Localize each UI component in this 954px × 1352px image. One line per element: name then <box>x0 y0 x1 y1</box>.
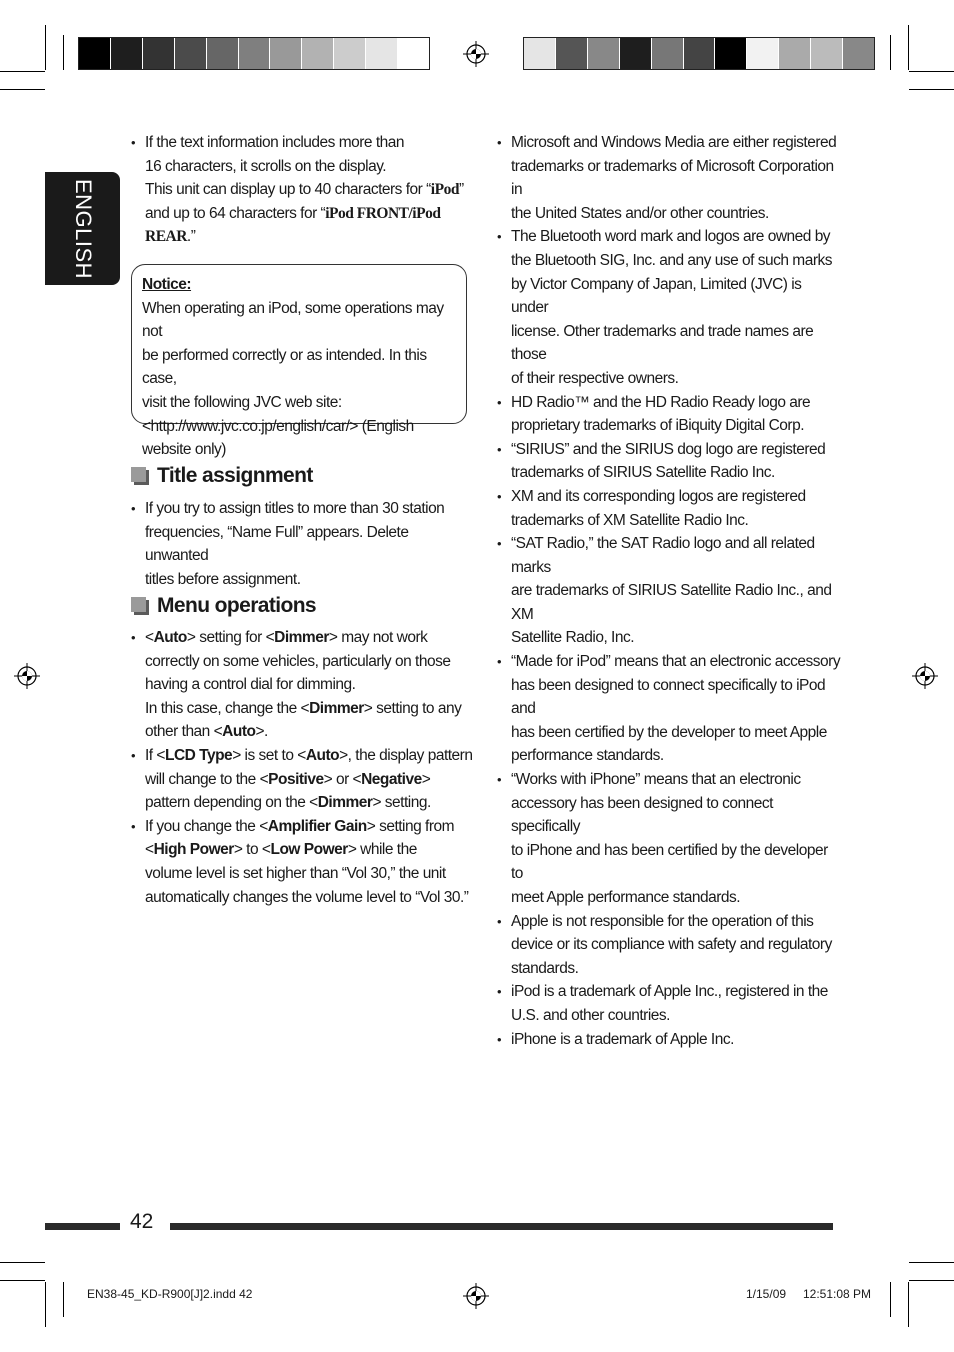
color-swatch <box>143 38 175 69</box>
color-swatch <box>620 38 652 69</box>
list-item: • XM and its corresponding logos are registered trademarks of XM Satellite Radio Inc. <box>497 485 842 532</box>
crop-mark <box>0 1262 45 1263</box>
crop-mark <box>890 35 891 70</box>
color-swatch <box>747 38 779 69</box>
color-swatch <box>239 38 271 69</box>
color-swatch <box>715 38 747 69</box>
crop-mark <box>908 25 909 70</box>
color-swatch <box>111 38 143 69</box>
color-swatch <box>843 38 874 69</box>
crop-mark <box>909 1262 954 1263</box>
list-item: • “Works with iPhone” means that an electronic accessory has been designed to connect specifically to iPhone and has been certified by the developer to meet Apple performance standards. <box>497 768 842 910</box>
color-swatch <box>556 38 588 69</box>
page-number: 42 <box>130 1210 154 1233</box>
footer-time: 12:51:08 PM <box>803 1287 872 1301</box>
title-assignment-list <box>131 497 471 591</box>
color-swatch <box>779 38 811 69</box>
list-item: • “SAT Radio,” the SAT Radio logo and all related marks are trademarks of SIRIUS Satellite Radio Inc., and XM Satellite Radio, Inc. <box>497 532 842 650</box>
crop-mark <box>908 1282 909 1327</box>
crop-mark <box>45 25 46 70</box>
section-square-icon <box>131 597 149 615</box>
color-swatch <box>652 38 684 69</box>
crop-mark <box>0 71 45 72</box>
list-item: • iPod is a trademark of Apple Inc., registered in the U.S. and other countries. <box>497 980 842 1027</box>
color-swatch <box>270 38 302 69</box>
crop-mark <box>63 1282 64 1317</box>
color-swatch <box>684 38 716 69</box>
crop-mark <box>890 1282 891 1317</box>
color-bar-left <box>78 37 430 70</box>
notice-title: Notice: <box>142 276 192 293</box>
color-swatch <box>175 38 207 69</box>
color-swatch <box>334 38 366 69</box>
menu-operations-heading: Menu operations <box>131 594 316 618</box>
crop-mark <box>909 1280 954 1281</box>
list-item: • If you try to assign titles to more than 30 station frequencies, “Name Full” appears. Delete unwanted titles before assignment. <box>131 497 471 591</box>
color-swatch <box>79 38 111 69</box>
color-swatch <box>302 38 334 69</box>
intro-bullets <box>131 131 471 249</box>
list-item: • The Bluetooth word mark and logos are owned by the Bluetooth SIG, Inc. and any use of such marks by Victor Company of Japan, Limited (JVC) is under license. Other trademarks and trade names are those of their respective owners. <box>497 225 842 390</box>
registration-mark-icon <box>14 663 40 689</box>
color-swatch <box>524 38 556 69</box>
list-item: • iPhone is a trademark of Apple Inc. <box>497 1028 842 1052</box>
notice-box: Notice: When operating an iPod, some operations may not be performed correctly or as intended. In this case, visit the following JVC web site: <http://www.jvc.co.jp/english/car/> (English website only) <box>131 264 467 424</box>
footer-file: EN38-45_KD-R900[J]2.indd 42 <box>87 1287 253 1301</box>
color-bar-right <box>523 37 875 70</box>
trademark-list <box>497 131 842 1051</box>
list-item: • If you change the <Amplifier Gain> setting from <High Power> to <Low Power> while the volume level is set higher than “Vol 30,” the unit automatically changes the volume level to “Vol 30.” <box>131 815 476 909</box>
crop-mark <box>0 1280 45 1281</box>
list-item: • <Auto> setting for <Dimmer> may not work correctly on some vehicles, particularly on those having a control dial for dimming. In this case, change the <Dimmer> setting to any other than <Auto>. <box>131 626 476 744</box>
page-bar-right <box>170 1223 833 1230</box>
menu-operations-list <box>131 626 476 909</box>
color-swatch <box>398 38 429 69</box>
registration-mark-icon <box>463 1283 489 1309</box>
registration-mark-icon <box>912 663 938 689</box>
crop-mark <box>0 89 45 90</box>
crop-mark <box>45 1282 46 1327</box>
language-tab-label: ENGLISH <box>70 178 96 279</box>
list-item: • Apple is not responsible for the operation of this device or its compliance with safety and regulatory standards. <box>497 910 842 981</box>
list-item: • Microsoft and Windows Media are either registered trademarks or trademarks of Microsoft Corporation in the United States and/or other countries. <box>497 131 842 225</box>
language-tab <box>45 172 120 285</box>
list-item: • “Made for iPod” means that an electronic accessory has been designed to connect specifically to iPod and has been certified by the developer to meet Apple performance standards. <box>497 650 842 768</box>
title-assignment-heading: Title assignment <box>131 464 313 488</box>
page-bar-left <box>45 1223 120 1230</box>
jvc-url: <http://www.jvc.co.jp/english/car/> (English <box>142 417 414 435</box>
crop-mark <box>909 89 954 90</box>
list-item: • If the text information includes more than 16 characters, it scrolls on the display. This unit can display up to 40 characters for “iPod” and up to 64 characters for “iPod FRONT/iPod REAR.” <box>131 131 471 249</box>
color-swatch <box>811 38 843 69</box>
section-square-icon <box>131 467 149 485</box>
color-swatch <box>588 38 620 69</box>
footer-date: 1/15/09 <box>746 1287 787 1301</box>
registration-mark-icon <box>463 41 489 67</box>
color-swatch <box>366 38 398 69</box>
list-item: • HD Radio™ and the HD Radio Ready logo are proprietary trademarks of iBiquity Digital Corp. <box>497 391 842 438</box>
list-item: • If <LCD Type> is set to <Auto>, the display pattern will change to the <Positive> or <Negative> pattern depending on the <Dimmer> setting. <box>131 744 476 815</box>
color-swatch <box>207 38 239 69</box>
crop-mark <box>63 35 64 70</box>
crop-mark <box>909 71 954 72</box>
list-item: • “SIRIUS” and the SIRIUS dog logo are registered trademarks of SIRIUS Satellite Radio Inc. <box>497 438 842 485</box>
